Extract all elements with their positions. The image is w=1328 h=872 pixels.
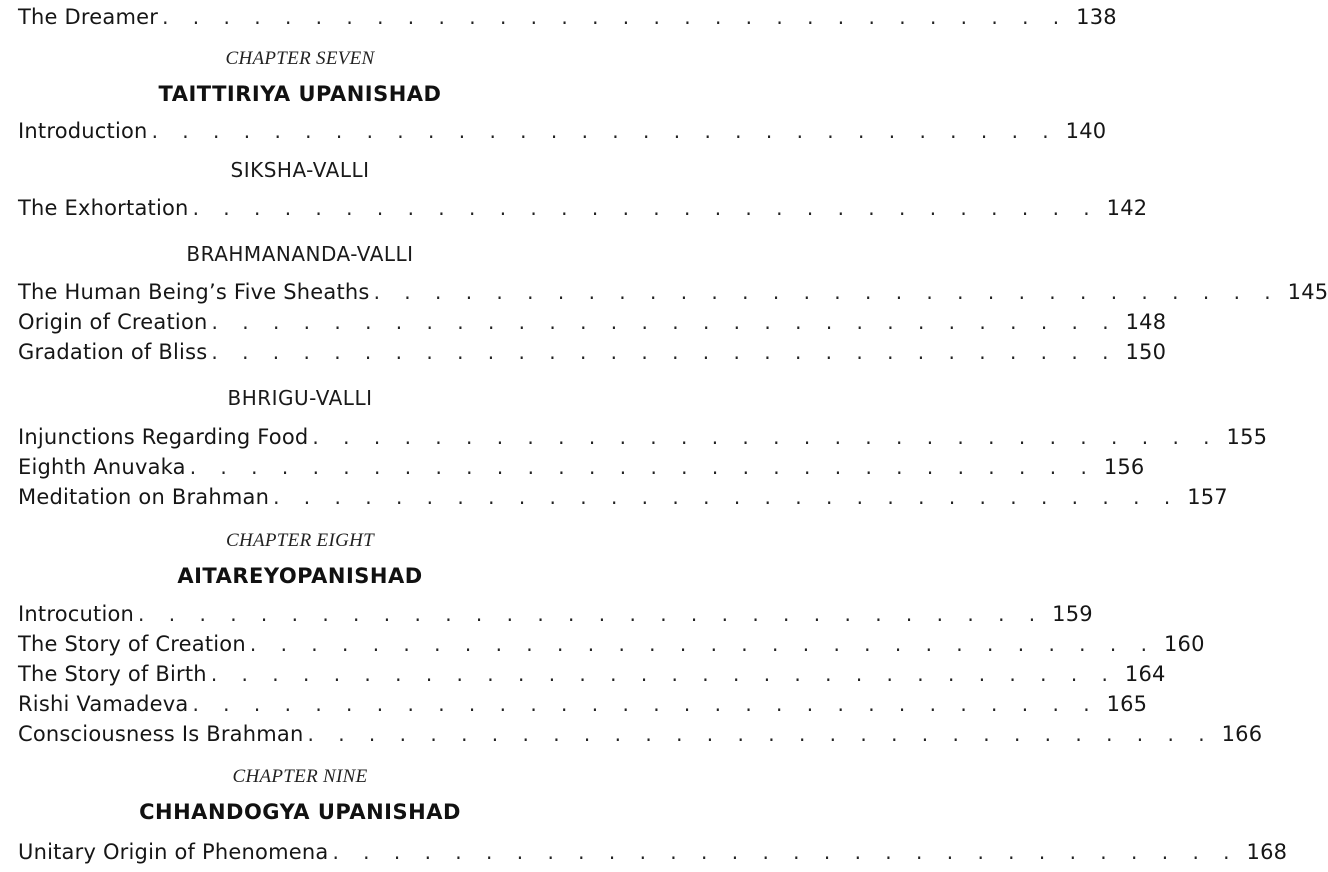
dot-leader: . . . . . . . . . . . . . . . . . . . . . . . . . . . . . . [211,340,1118,364]
toc-entry [18,597,1093,627]
chapter-title: TAITTIRIYA UPANISHAD [158,82,442,106]
dot-leader: . . . . . . . . . . . . . . . . . . . . . . . . . . . . . . [332,840,1239,864]
dot-leader: . . . . . . . . . . . . . . . . . . . . . . . . . . . . . . [307,722,1214,746]
entry-page: 164 [1124,662,1166,686]
chapter-title: CHHANDOGYA UPANISHAD [139,800,461,824]
dot-leader: . . . . . . . . . . . . . . . . . . . . . . . . . . . . . . [162,5,1069,29]
toc-entry [18,335,1167,365]
entry-page: 165 [1106,692,1148,716]
entry-title: Eighth Anuvaka [18,455,186,479]
toc-entry [18,627,1205,657]
toc-entry [18,835,1288,865]
chapter-label: CHAPTER SEVEN [225,48,375,69]
entry-page: 166 [1221,722,1263,746]
entry-page: 142 [1106,196,1148,220]
entry-page: 145 [1287,280,1328,304]
entry-page: 168 [1246,840,1288,864]
toc-entry [18,275,1328,305]
entry-title: The Dreamer [18,5,159,29]
entry-page: 157 [1187,485,1228,509]
dot-leader: . . . . . . . . . . . . . . . . . . . . . . . . . . . . . . [210,662,1117,686]
entry-title: Gradation of Bliss [18,340,208,364]
entry-title: The Human Being’s Five Sheaths [18,280,370,304]
entry-page: 140 [1065,119,1107,143]
toc-entry [18,114,1107,144]
entry-title: The Story of Birth [18,662,207,686]
dot-leader: . . . . . . . . . . . . . . . . . . . . . . . . . . . . . . [312,425,1219,449]
entry-page: 138 [1076,5,1117,29]
chapter-label: CHAPTER EIGHT [226,530,374,551]
entry-title: The Exhortation [18,196,189,220]
dot-leader: . . . . . . . . . . . . . . . . . . . . . . . . . . . . . . [192,692,1099,716]
dot-leader: . . . . . . . . . . . . . . . . . . . . . . . . . . . . . . [192,196,1099,220]
dot-leader: . . . . . . . . . . . . . . . . . . . . . . . . . . . . . . [273,485,1180,509]
section-heading: SIKSHA-VALLI [230,158,370,182]
toc-entry [18,717,1263,747]
dot-leader: . . . . . . . . . . . . . . . . . . . . . . . . . . . . . . [373,280,1280,304]
entry-title: Rishi Vamadeva [18,692,189,716]
entry-title: Injunctions Regarding Food [18,425,309,449]
entry-title: Unitary Origin of Phenomena [18,840,329,864]
toc-entry [18,420,1268,450]
toc-entry [18,480,1228,510]
toc-entry [18,450,1145,480]
chapter-title: AITAREYOPANISHAD [177,564,423,588]
dot-leader: . . . . . . . . . . . . . . . . . . . . . . . . . . . . . . [151,119,1058,143]
entry-title: Introcution [18,602,135,626]
entry-title: Origin of Creation [18,310,208,334]
section-heading: BRAHMANANDA-VALLI [186,242,414,266]
entry-title: The Story of Creation [18,632,246,656]
entry-page: 155 [1226,425,1268,449]
entry-page: 150 [1125,340,1167,364]
entry-page: 148 [1125,310,1167,334]
entry-title: Introduction [18,119,148,143]
toc-entry [18,0,1117,30]
entry-title: Consciousness Is Brahman [18,722,304,746]
toc-entry [18,191,1148,221]
toc-entry [18,687,1148,717]
entry-page: 160 [1163,632,1205,656]
dot-leader: . . . . . . . . . . . . . . . . . . . . . . . . . . . . . . [211,310,1118,334]
chapter-label: CHAPTER NINE [232,766,368,787]
dot-leader: . . . . . . . . . . . . . . . . . . . . . . . . . . . . . . [249,632,1156,656]
entry-title: Meditation on Brahman [18,485,270,509]
entry-page: 159 [1052,602,1093,626]
toc-entry [18,657,1166,687]
dot-leader: . . . . . . . . . . . . . . . . . . . . . . . . . . . . . . [138,602,1045,626]
section-heading: BHRIGU-VALLI [227,386,373,410]
entry-page: 156 [1103,455,1145,479]
dot-leader: . . . . . . . . . . . . . . . . . . . . . . . . . . . . . . [189,455,1096,479]
toc-entry [18,305,1167,335]
